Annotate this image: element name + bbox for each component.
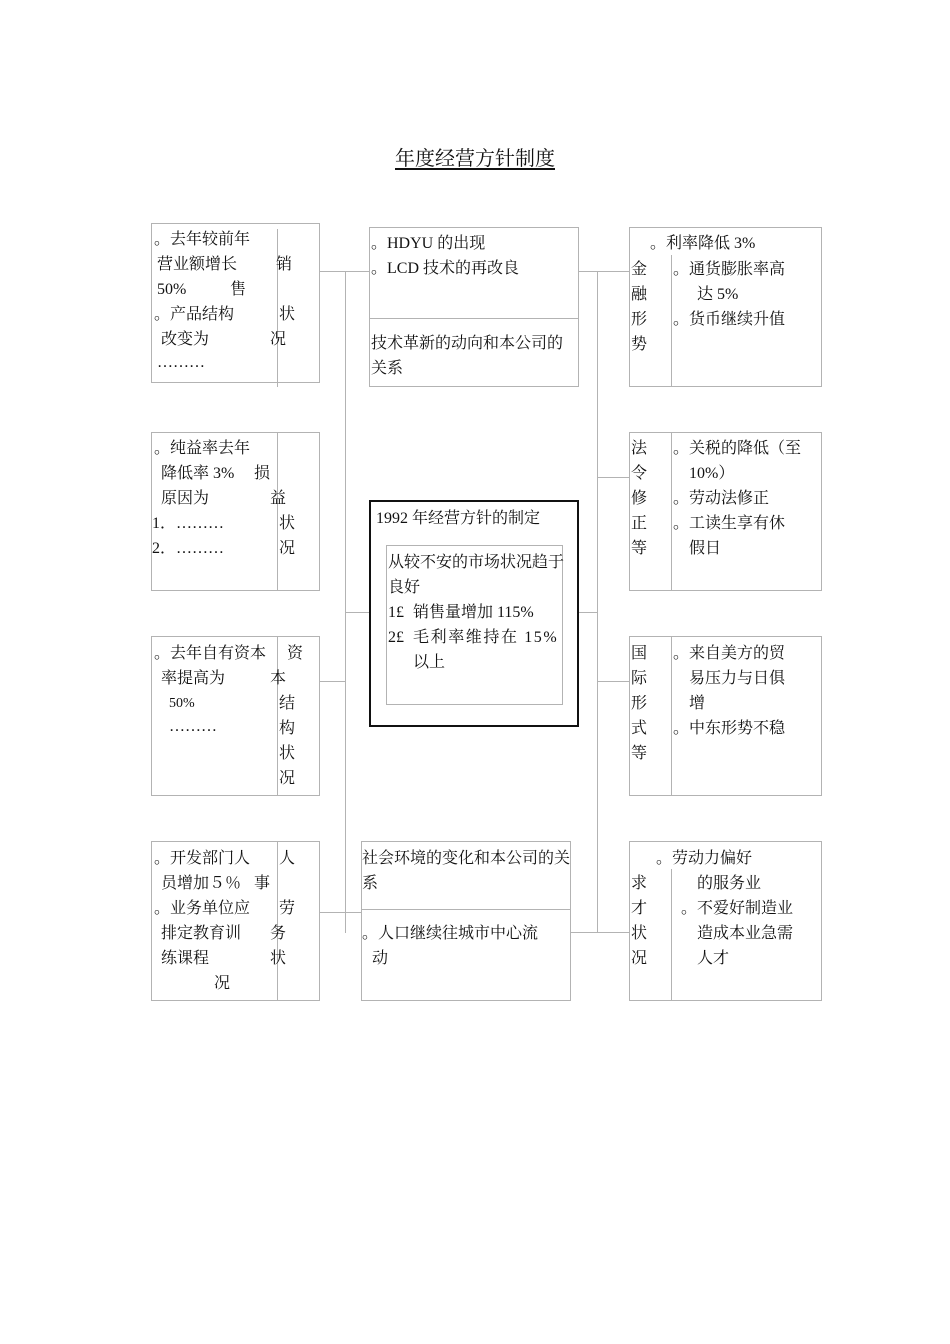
left-box-sales-label: 销 <box>276 256 293 273</box>
right-box-international-divider <box>671 637 672 795</box>
page-title <box>0 142 950 171</box>
right-box-finance-label: 金融形势 <box>630 261 647 353</box>
right-box-finance-line: 。通货膨胀率高 <box>673 261 786 278</box>
center-policy-item-text: 销售量增加 115% <box>413 604 534 621</box>
left-box-capital-label: 结 <box>279 695 296 712</box>
left-box-profit-label: 状 <box>279 515 296 532</box>
connector-center-right <box>578 612 597 613</box>
right-box-law-label: 法令修正等 <box>630 440 647 557</box>
right-box-international-line: 增 <box>689 695 706 712</box>
left-box-profit-label: 损 <box>254 465 271 482</box>
left-box-sales-line: 营业额增长 <box>157 256 238 273</box>
connector-right-2 <box>597 477 629 478</box>
bottom-center-box-divider <box>361 909 571 910</box>
right-box-law-divider <box>671 433 672 590</box>
connector-right-1 <box>579 271 629 272</box>
connector-center-left <box>345 612 370 613</box>
center-policy-item-text: 毛利率维持在 15% <box>413 629 559 646</box>
left-box-personnel-label: 事 <box>254 875 271 892</box>
connector-left-3 <box>319 681 345 682</box>
bottom-center-item: 动 <box>372 950 389 967</box>
right-box-international-line: 易压力与日俱 <box>689 670 786 687</box>
left-box-personnel-line: 况 <box>214 975 231 992</box>
left-box-sales-label: 况 <box>270 331 287 348</box>
right-box-recruitment-line: 的服务业 <box>697 875 762 892</box>
right-box-recruitment-line: 人才 <box>697 950 730 967</box>
left-box-personnel-label: 务 <box>270 925 287 942</box>
right-connector-trunk <box>597 271 598 933</box>
right-box-finance-divider <box>671 255 672 387</box>
left-box-capital-label <box>276 641 303 666</box>
right-box-international-line: 。中东形势不稳 <box>673 720 786 737</box>
left-box-sales-label: 状 <box>279 306 296 323</box>
right-box-international-label: 国际形式等 <box>630 645 647 762</box>
left-connector-trunk <box>345 271 346 933</box>
left-box-capital-label: 本 <box>270 670 287 687</box>
left-box-profit-line: 1．……… <box>152 515 225 532</box>
top-center-label: 技术革新的动向和本公司的关系 <box>371 335 564 377</box>
left-box-profit-divider <box>277 433 278 590</box>
right-box-law-line: 假日 <box>689 540 722 557</box>
center-policy-heading: 1992 年经营方针的制定 <box>376 510 541 527</box>
left-box-profit-line: 降低率 3% <box>161 465 235 482</box>
connector-left-4 <box>319 912 361 913</box>
top-center-item: 。HDYU 的出现 <box>371 235 486 252</box>
left-box-capital-line: ……… <box>169 718 217 735</box>
left-box-capital-line: 。去年自有资本 <box>154 645 267 662</box>
right-box-recruitment-line: 造成本业急需 <box>697 925 794 942</box>
right-box-finance-line: 达 5% <box>697 286 739 303</box>
left-box-personnel-line: 练课程 <box>161 950 210 967</box>
right-box-law-line: 。关税的降低（至 <box>673 440 802 457</box>
left-box-profit-line: 。纯益率去年 <box>154 440 251 457</box>
bottom-center-label: 社会环境的变化和本公司的关系 <box>362 850 571 892</box>
left-box-sales-line: 改变为 <box>161 331 210 348</box>
connector-left-1 <box>319 271 369 272</box>
connector-right-4 <box>571 932 629 933</box>
left-box-profit-line: 原因为 <box>161 490 210 507</box>
left-box-capital-line: 率提高为 <box>161 670 226 687</box>
left-box-sales-line: 。产品结构 <box>154 306 235 323</box>
left-box-sales-label: 售 <box>230 281 247 298</box>
top-center-box-divider <box>369 318 579 319</box>
left-box-capital-label: 状 <box>279 745 296 762</box>
right-box-law-line: 10%） <box>689 465 735 482</box>
left-box-profit-label: 况 <box>279 540 296 557</box>
right-box-recruitment-line: 。不爱好制造业 <box>681 900 794 917</box>
center-policy-item-cont: 以上 <box>413 654 446 671</box>
left-box-capital-label: 况 <box>279 770 296 787</box>
right-box-international-line: 。来自美方的贸 <box>673 645 786 662</box>
bottom-center-item: 。人口继续往城市中心流 <box>362 925 539 942</box>
right-box-finance-line: 。利率降低 3% <box>650 235 756 252</box>
center-policy-item-mark: 1£ <box>388 604 404 621</box>
left-box-personnel-label: 人 <box>279 850 296 867</box>
connector-right-3 <box>597 681 629 682</box>
left-box-sales-line: ……… <box>157 354 205 371</box>
left-box-personnel-label: 状 <box>270 950 287 967</box>
left-box-profit-label: 益 <box>270 490 287 507</box>
right-box-law-line: 。劳动法修正 <box>673 490 770 507</box>
left-box-sales-line: 。去年较前年 <box>154 231 251 248</box>
left-box-personnel-line: 排定教育训 <box>161 925 242 942</box>
left-box-capital-label-char: 资 <box>286 645 303 662</box>
right-box-recruitment-line: 。劳动力偏好 <box>656 850 753 867</box>
left-box-personnel-line: 。开发部门人 <box>154 850 251 867</box>
left-box-personnel-label: 劳 <box>279 900 296 917</box>
left-box-personnel-line: 。业务单位应 <box>154 900 251 917</box>
right-box-finance-line: 。货币继续升值 <box>673 311 786 328</box>
page-title-text: 年度经营方针制度 <box>395 146 555 170</box>
left-box-capital-label: 构 <box>279 720 296 737</box>
center-policy-inner-line: 从较不安的市场状况趋于良好 <box>388 554 565 596</box>
top-center-item: 。LCD 技术的再改良 <box>371 260 520 277</box>
right-box-law-line: 。工读生享有休 <box>673 515 786 532</box>
center-policy-item-mark: 2£ <box>388 629 404 646</box>
left-box-personnel-line: 员增加５％ <box>161 875 242 892</box>
left-box-capital-line: 50% <box>169 696 195 711</box>
right-box-recruitment-divider <box>671 869 672 1001</box>
left-box-profit-line: 2．……… <box>152 540 225 557</box>
right-box-recruitment-label: 求才状况 <box>630 875 647 967</box>
left-box-sales-line: 50% <box>157 281 187 298</box>
